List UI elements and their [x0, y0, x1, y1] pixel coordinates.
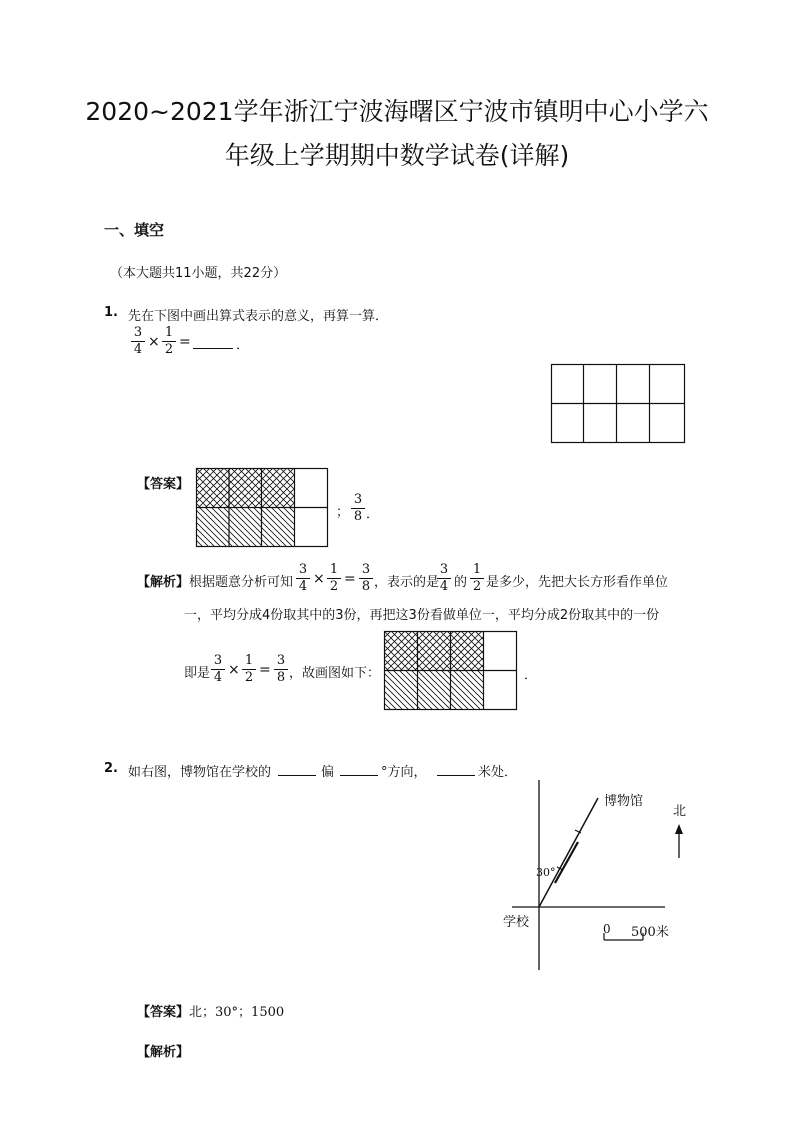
analysis-text: 是多少，先把大长方形看作单位: [486, 575, 669, 590]
fraction: [296, 563, 310, 594]
answer-blank: [193, 336, 233, 349]
denominator: 4: [439, 579, 449, 594]
numerator: 3: [274, 654, 288, 670]
numerator: 1: [162, 326, 176, 342]
denominator: 8: [276, 670, 286, 685]
fraction: [470, 563, 484, 594]
answer-blank: [340, 764, 378, 776]
fraction: [162, 326, 176, 357]
analysis-label: 【解析】: [137, 1045, 190, 1060]
fraction: [327, 563, 341, 594]
expression-end: ．: [236, 338, 250, 353]
north-label: 北: [673, 804, 687, 819]
times-sign: ×: [228, 662, 240, 678]
school-label: 学校: [503, 915, 530, 930]
museum-label: 博物馆: [604, 794, 644, 809]
numerator: 3: [211, 654, 225, 670]
question-number-2: 2.: [104, 761, 118, 776]
numerator: 1: [470, 563, 484, 579]
fraction: [274, 654, 288, 685]
document-title-line-2: 年级上学期期中数学试卷(详解): [224, 141, 570, 170]
analysis-text: 的: [454, 575, 468, 590]
numerator: 3: [359, 563, 373, 579]
denominator: 4: [298, 579, 308, 594]
numerator: 1: [327, 563, 341, 579]
question-2-prompt-c: °方向，: [381, 765, 427, 780]
section-note: （本大题共11小题，共22分）: [110, 266, 287, 281]
answer-blank: [278, 764, 316, 776]
answer-blank: [437, 764, 475, 776]
question-2-prompt-a: 如右图，博物馆在学校的: [128, 765, 272, 780]
analysis-line-2: 一，平均分成4份取其中的3份，再把这3份看做单位一，平均分成2份取其中的一份: [184, 608, 660, 623]
fraction: [131, 326, 145, 357]
denominator: 8: [353, 509, 363, 524]
direction-line-bold-segment: [555, 842, 578, 883]
analysis-label: 【解析】: [137, 575, 190, 590]
question-2-prompt-b: 偏: [321, 765, 335, 780]
numerator: 3: [437, 563, 451, 579]
numerator: 3: [351, 493, 365, 509]
denominator: 2: [244, 670, 254, 685]
document-title-line-1: 2020~2021学年浙江宁波海曙区宁波市镇明中心小学六: [85, 97, 709, 126]
scale-value-label: 500米: [631, 925, 669, 940]
numerator: 3: [131, 326, 145, 342]
denominator: 8: [361, 579, 371, 594]
answer-end: ．: [366, 507, 380, 522]
analysis-end: ．: [524, 668, 538, 683]
answer-label: 【答案】: [137, 1005, 190, 1020]
denominator: 4: [213, 670, 223, 685]
fraction: [211, 654, 225, 685]
times-sign: ×: [313, 571, 325, 587]
equals-sign: =: [259, 662, 271, 678]
equals-sign: =: [344, 571, 356, 587]
scale-zero-label: 0: [603, 922, 611, 936]
fraction: [242, 654, 256, 685]
analysis-text: 即是: [184, 666, 211, 681]
angle-label: 30°: [536, 866, 556, 879]
analysis-text: 根据题意分析可知: [189, 575, 294, 590]
direction-line: [539, 798, 598, 907]
answer-separator: ；: [336, 505, 350, 520]
answer-text: 北；30°；1500: [189, 1005, 285, 1020]
fraction: [437, 563, 451, 594]
answer-fraction: [351, 493, 365, 524]
numerator: 1: [242, 654, 256, 670]
section-heading: 一、填空: [104, 221, 165, 239]
denominator: 2: [472, 579, 482, 594]
empty-grid: [551, 364, 685, 444]
answer-label: 【答案】: [137, 477, 190, 492]
direction-diagram: [500, 780, 700, 972]
denominator: 4: [133, 342, 143, 357]
denominator: 2: [329, 579, 339, 594]
north-arrow-icon: [675, 824, 683, 834]
analysis-text: ，表示的是: [374, 575, 440, 590]
equals-sign: =: [179, 334, 191, 350]
question-number-1: 1.: [104, 305, 118, 320]
denominator: 2: [164, 342, 174, 357]
times-sign: ×: [148, 334, 160, 350]
analysis-text: ，故画图如下：: [289, 666, 381, 681]
question-2-prompt-d: 米处．: [478, 765, 518, 780]
question-1-prompt: 先在下图中画出算式表示的意义，再算一算．: [128, 309, 389, 324]
fraction: [359, 563, 373, 594]
answer-grid-shaded: [196, 468, 328, 548]
analysis-grid-shaded: [384, 631, 518, 711]
numerator: 3: [296, 563, 310, 579]
